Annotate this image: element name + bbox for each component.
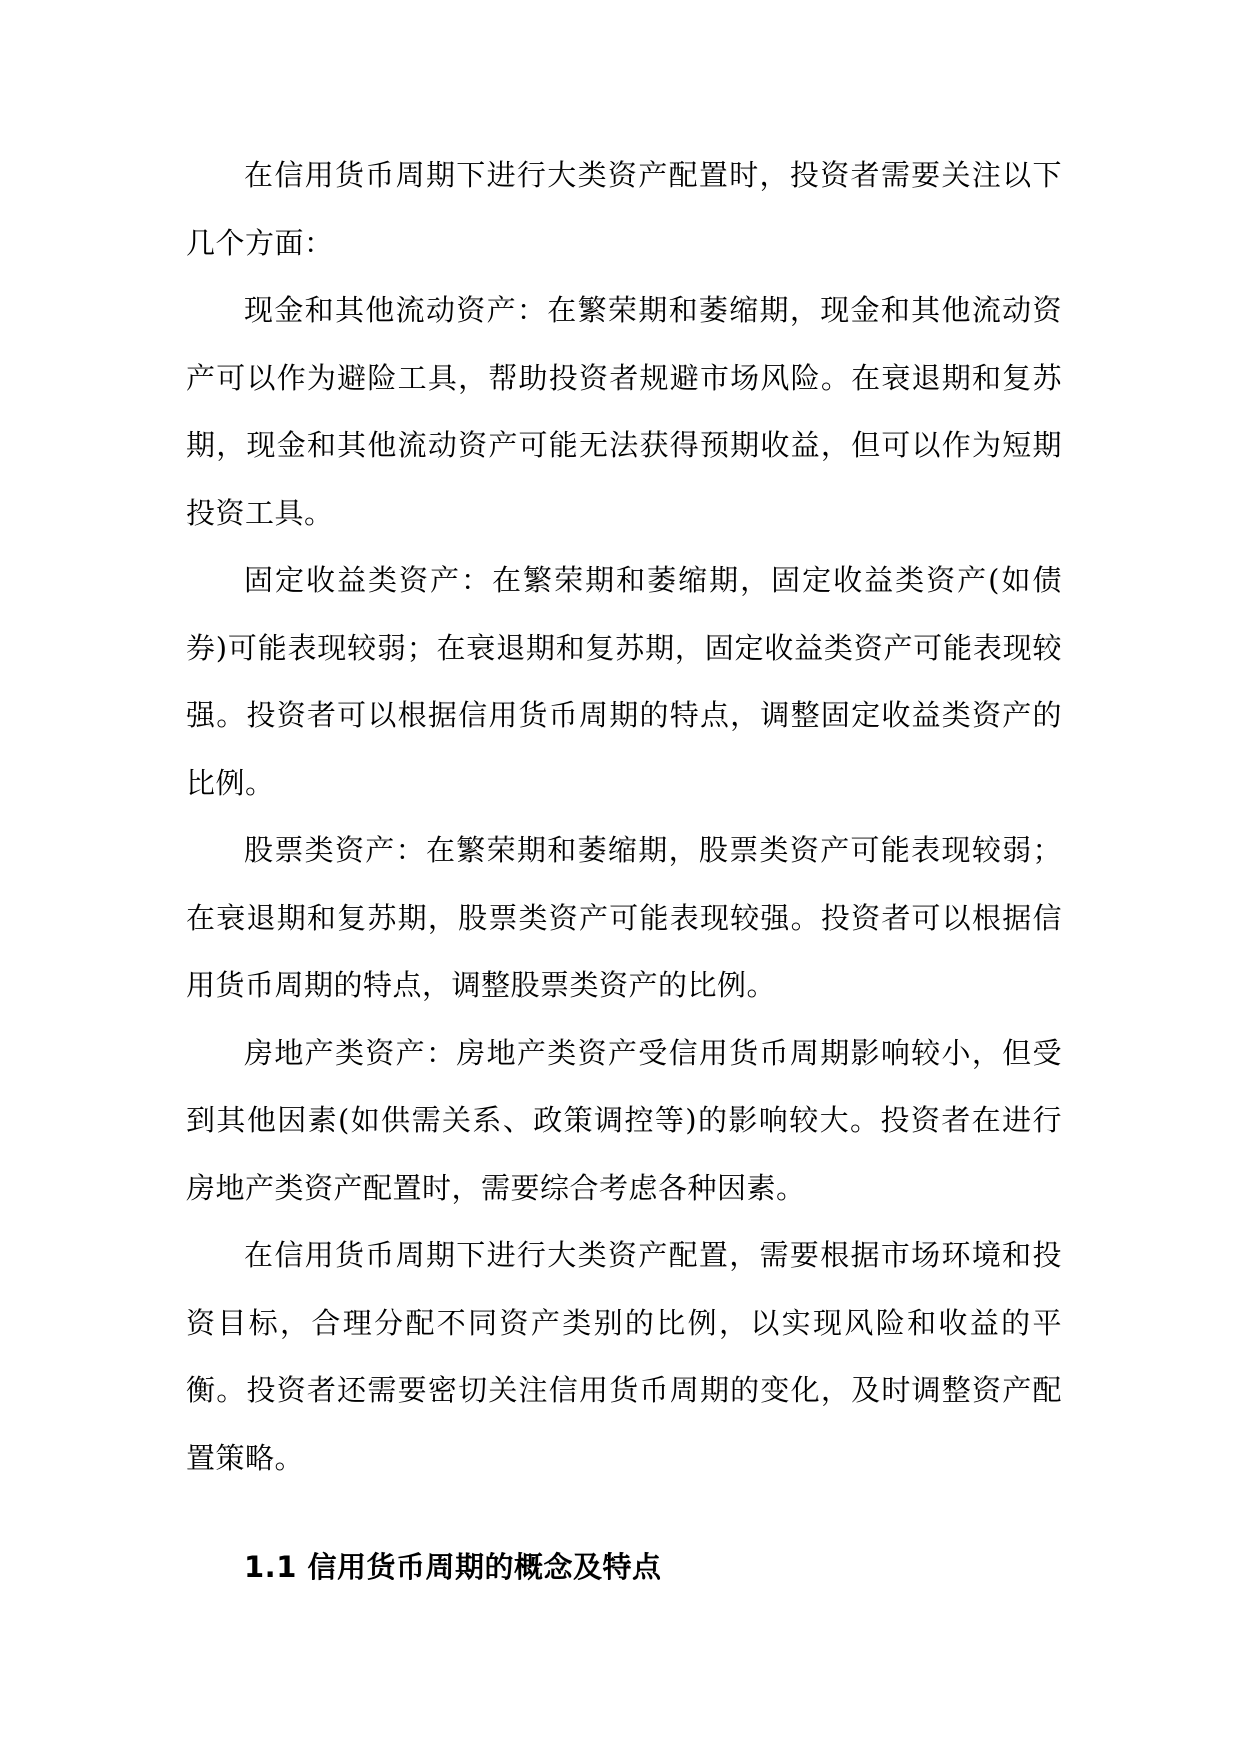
paragraph-conclusion: 在信用货币周期下进行大类资产配置，需要根据市场环境和投资目标，合理分配不同资产类别的比例，以实现风险和收益的平衡。投资者还需要密切关注信用货币周期的变化，及时调整资产配置策略。 <box>186 1238 1062 1475</box>
paragraph-intro: 在信用货币周期下进行大类资产配置时，投资者需要关注以下几个方面： <box>186 158 1062 260</box>
paragraph-fixed-income: 固定收益类资产：在繁荣期和萎缩期，固定收益类资产(如债券)可能表现较弱；在衰退期和复苏期，固定收益类资产可能表现较强。投资者可以根据信用货币周期的特点，调整固定收益类资产的比例。 <box>186 563 1062 800</box>
paragraph-real-estate: 房地产类资产：房地产类资产受信用货币周期影响较小，但受到其他因素(如供需关系、政策调控等)的影响较大。投资者在进行房地产类资产配置时，需要综合考虑各种因素。 <box>186 1035 1062 1205</box>
section-heading: 1.1 信用货币周期的概念及特点 <box>244 1550 662 1584</box>
paragraph-equity: 股票类资产：在繁荣期和萎缩期，股票类资产可能表现较弱；在衰退期和复苏期，股票类资产可能表现较强。投资者可以根据信用货币周期的特点，调整股票类资产的比例。 <box>186 833 1062 1002</box>
document-body <box>186 142 1062 1602</box>
paragraph-cash-assets: 现金和其他流动资产：在繁荣期和萎缩期，现金和其他流动资产可以作为避险工具，帮助投资者规避市场风险。在衰退期和复苏期，现金和其他流动资产可能无法获得预期收益，但可以作为短期投资工具。 <box>186 293 1062 530</box>
